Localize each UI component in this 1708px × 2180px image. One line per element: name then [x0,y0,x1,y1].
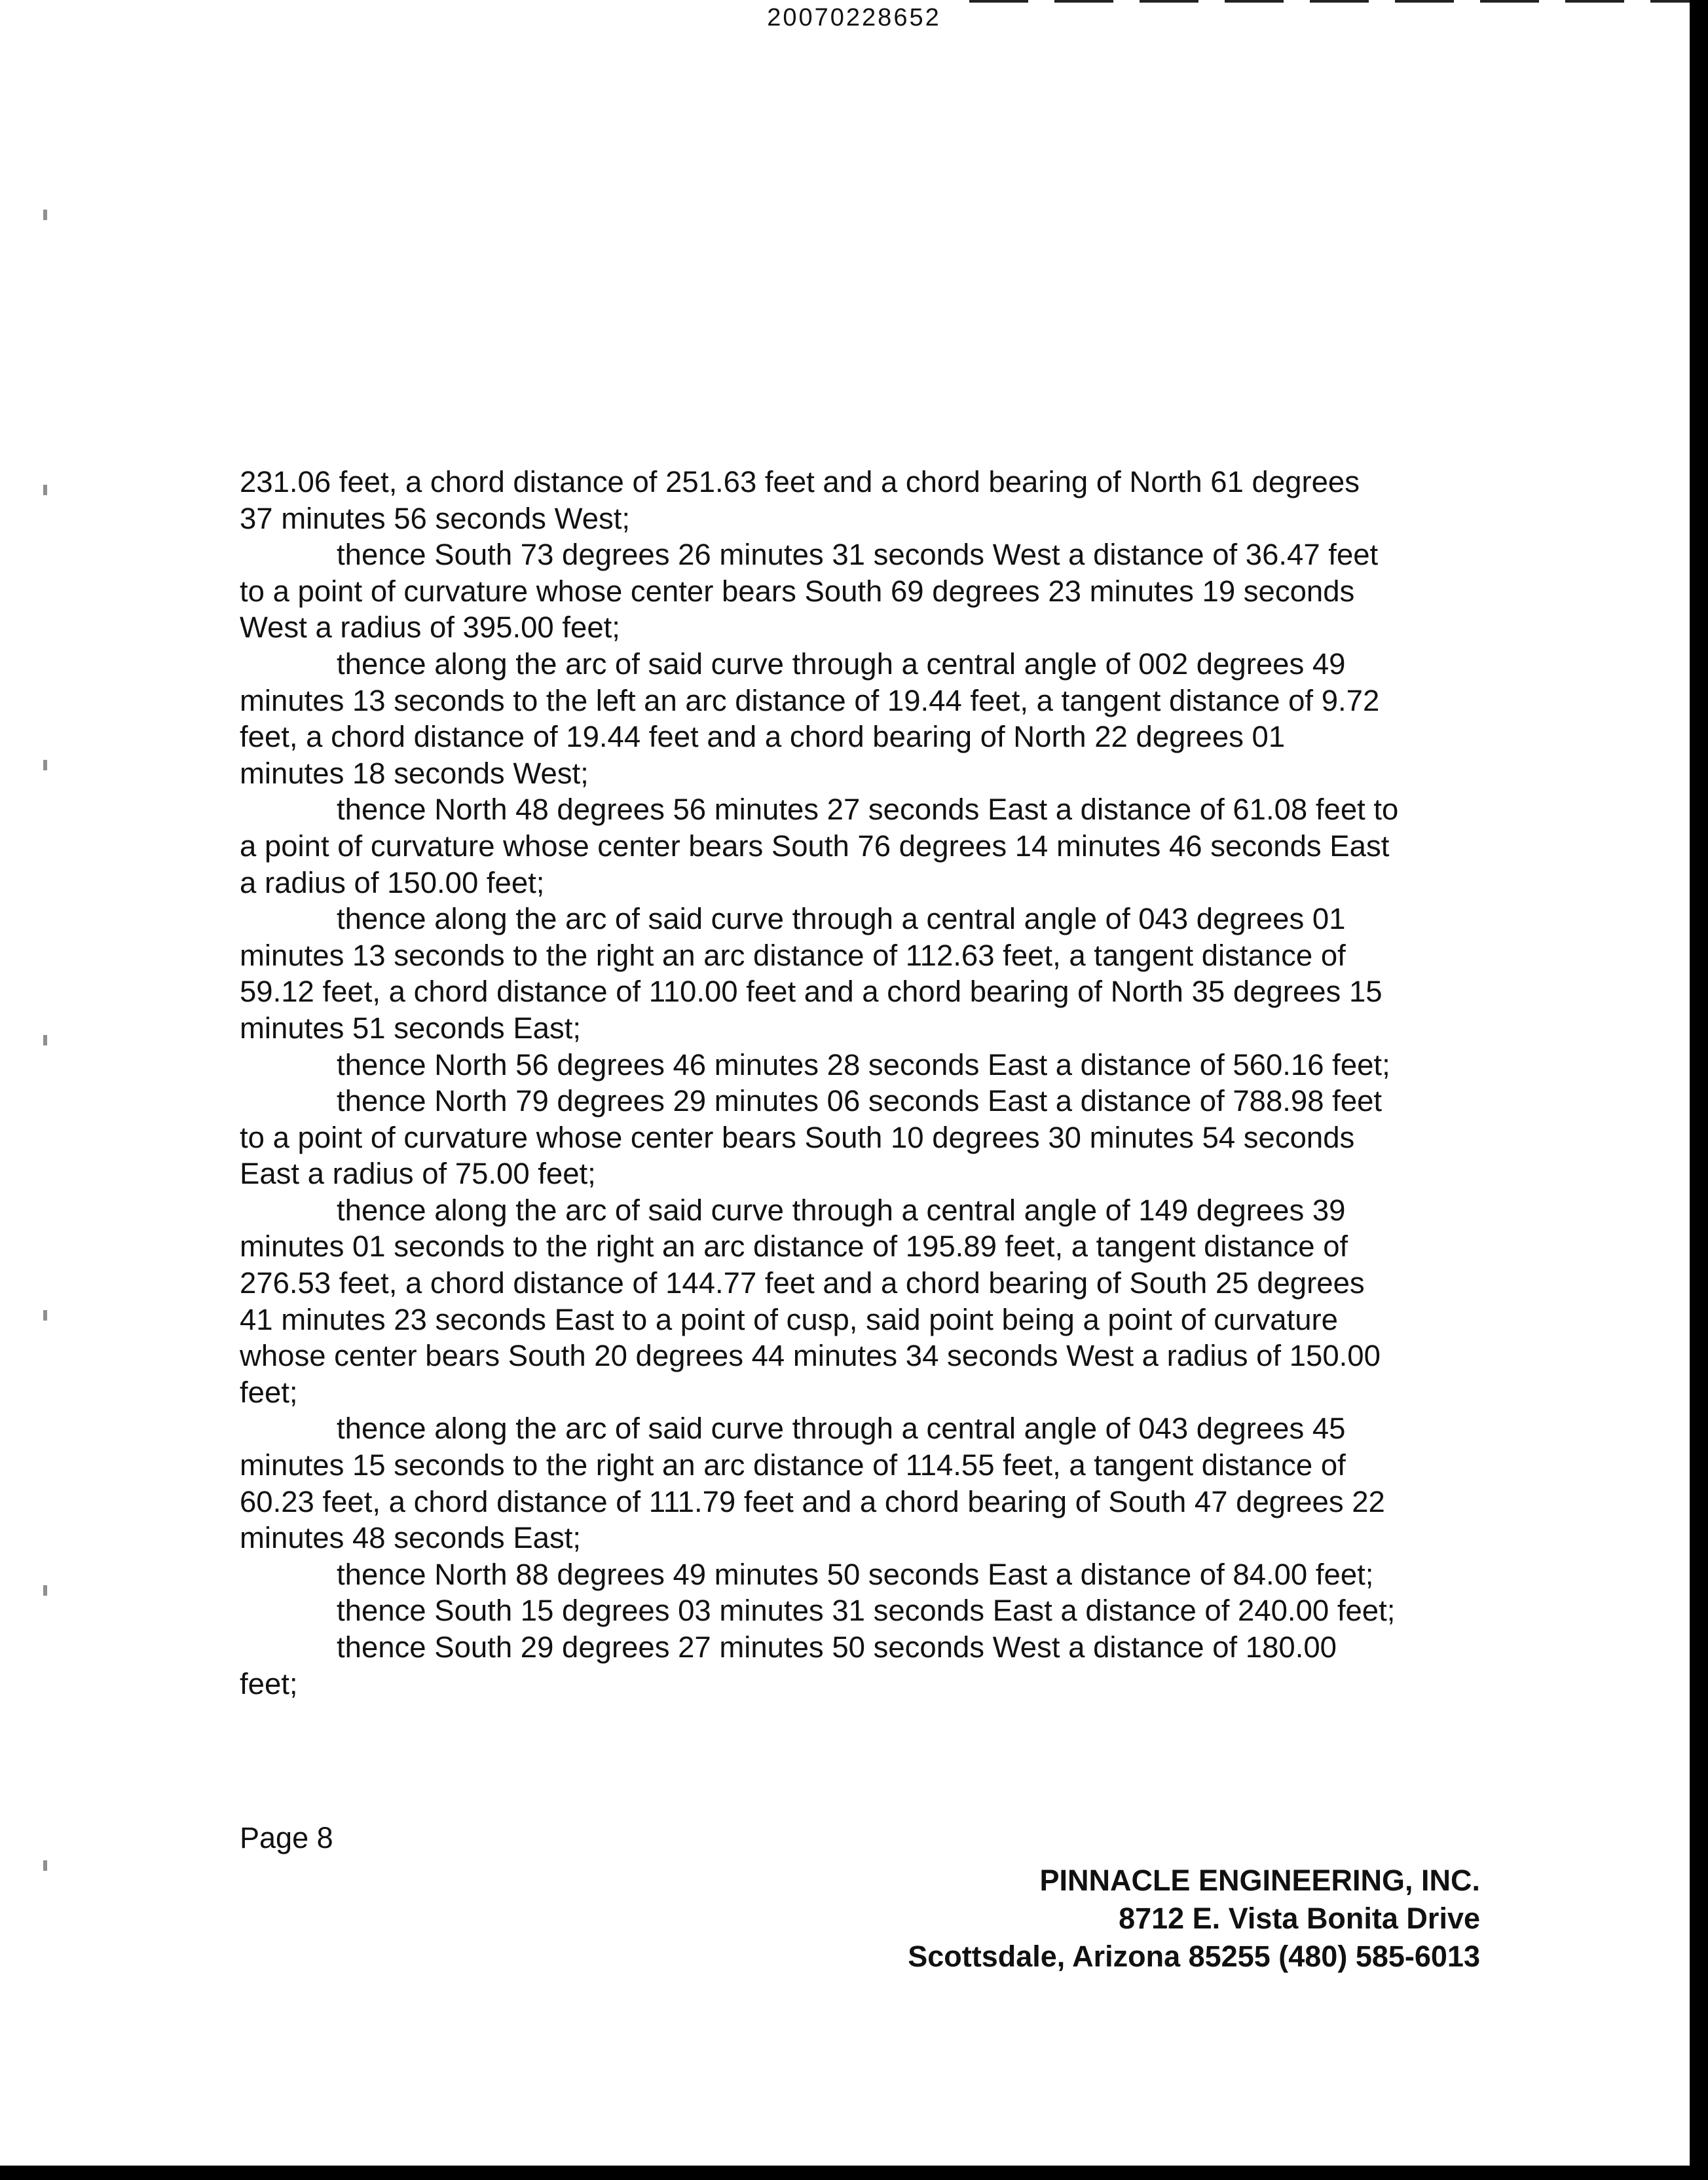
scan-bottom-edge-border [0,2166,1708,2180]
text-line: thence North 48 degrees 56 minutes 27 seconds East a distance of 61.08 feet to [337,793,1399,827]
text-line: 231.06 feet, a chord distance of 251.63 feet and a chord bearing of North 61 degrees [240,465,1360,498]
text-line: thence along the arc of said curve through a central angle of 043 degrees 01 [337,902,1346,936]
company-name: PINNACLE ENGINEERING, INC. [1039,1864,1480,1897]
text-line: minutes 15 seconds to the right an arc distance of 114.55 feet, a tangent distance of [240,1448,1346,1482]
text-line: West a radius of 395.00 feet; [240,611,620,645]
text-line: thence along the arc of said curve through a central angle of 149 degrees 39 [337,1193,1346,1227]
text-line: 37 minutes 56 seconds West; [240,501,631,535]
text-line: minutes 13 seconds to the right an arc distance of 112.63 feet, a tangent distance of [240,938,1346,972]
text-line: thence North 56 degrees 46 minutes 28 seconds East a distance of 560.16 feet; [337,1047,1390,1081]
text-line: a radius of 150.00 feet; [240,865,545,899]
text-line: thence South 29 degrees 27 minutes 50 seconds West a distance of 180.00 [337,1630,1337,1664]
text-line: thence South 15 degrees 03 minutes 31 seconds East a distance of 240.00 feet; [337,1594,1396,1628]
document-number: 20070228652 [767,4,941,31]
text-line: minutes 13 seconds to the left an arc distance of 19.44 feet, a tangent distance of 9.72 [240,683,1380,717]
text-line: minutes 51 seconds East; [240,1011,582,1045]
company-address-city: Scottsdale, Arizona 85255 (480) 585-6013 [908,1940,1480,1973]
text-line: East a radius of 75.00 feet; [240,1157,596,1191]
text-line: thence North 88 degrees 49 minutes 50 seconds East a distance of 84.00 feet; [337,1557,1374,1591]
text-line: 41 minutes 23 seconds East to a point of cusp, said point being a point of curvature [240,1302,1338,1336]
text-line: a point of curvature whose center bears South 76 degrees 14 minutes 46 seconds East [240,829,1390,863]
scan-top-edge-artifact [969,0,1690,3]
text-line: to a point of curvature whose center bears South 69 degrees 23 minutes 19 seconds [240,574,1355,608]
text-line: feet; [240,1666,298,1701]
legal-description-text [240,464,1491,1702]
text-line: 59.12 feet, a chord distance of 110.00 feet and a chord bearing of North 35 degrees 15 [240,975,1383,1009]
text-line: 60.23 feet, a chord distance of 111.79 feet and a chord bearing of South 47 degrees 22 [240,1484,1385,1518]
text-line: to a point of curvature whose center bears South 10 degrees 30 minutes 54 seconds [240,1120,1355,1154]
scan-left-margin-artifact [43,79,47,1978]
text-line: thence along the arc of said curve through a central angle of 043 degrees 45 [337,1412,1346,1446]
company-address-street: 8712 E. Vista Bonita Drive [1119,1902,1480,1935]
page-number: Page 8 [240,1821,333,1854]
text-line: thence along the arc of said curve through a central angle of 002 degrees 49 [337,647,1346,681]
text-line: feet; [240,1375,298,1409]
text-line: thence North 79 degrees 29 minutes 06 seconds East a distance of 788.98 feet [337,1084,1383,1118]
text-line: minutes 18 seconds West; [240,756,589,790]
text-line: minutes 48 seconds East; [240,1521,582,1555]
company-address-block [908,1862,1480,1976]
text-line: whose center bears South 20 degrees 44 minutes 34 seconds West a radius of 150.00 [240,1339,1381,1373]
scan-right-edge-border [1690,0,1708,2180]
text-line: thence South 73 degrees 26 minutes 31 seconds West a distance of 36.47 feet [337,538,1379,572]
text-line: minutes 01 seconds to the right an arc distance of 195.89 feet, a tangent distance of [240,1230,1348,1264]
text-line: feet, a chord distance of 19.44 feet and a chord bearing of North 22 degrees 01 [240,720,1286,754]
text-line: 276.53 feet, a chord distance of 144.77 feet and a chord bearing of South 25 degrees [240,1266,1365,1300]
